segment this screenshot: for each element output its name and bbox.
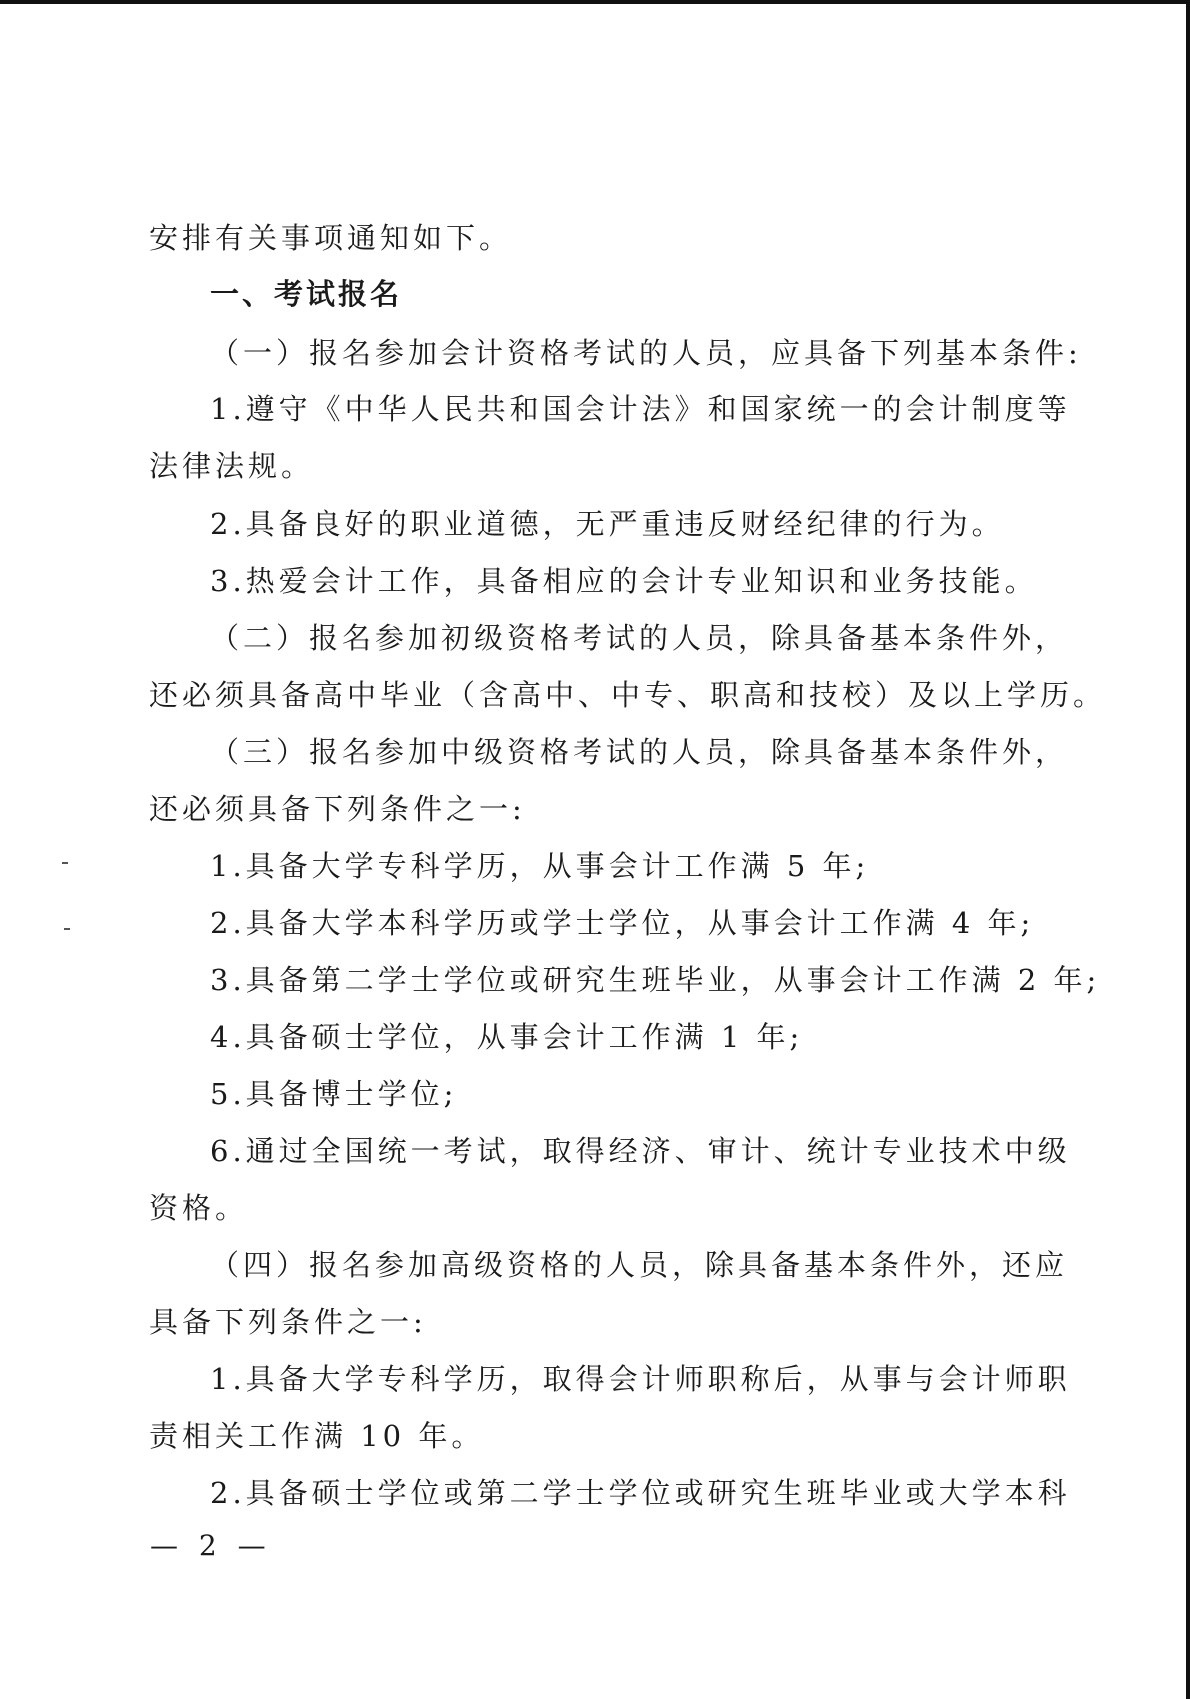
text-line: 还必须具备高中毕业（含高中、中专、职高和技校）及以上学历。: [149, 678, 1107, 712]
text-line: 3.具备第二学士学位或研究生班毕业，从事会计工作满 2 年;: [210, 963, 1101, 997]
scan-speck: [64, 928, 70, 930]
text-line: （三）报名参加中级资格考试的人员，除具备基本条件外，: [210, 735, 1069, 769]
page-number: — 2 —: [150, 1529, 272, 1562]
text-line: 1.具备大学专科学历，取得会计师职称后，从事与会计师职: [210, 1362, 1071, 1396]
text-line: 具备下列条件之一:: [149, 1305, 427, 1339]
text-line: 法律法规。: [149, 449, 315, 483]
text-line: 责相关工作满 10 年。: [149, 1419, 485, 1453]
text-line: 1.具备大学专科学历，从事会计工作满 5 年;: [210, 849, 870, 883]
text-line: 2.具备大学本科学历或学士学位，从事会计工作满 4 年;: [210, 906, 1035, 940]
text-line: 资格。: [149, 1191, 249, 1225]
text-line: （四）报名参加高级资格的人员，除具备基本条件外，还应: [210, 1248, 1069, 1282]
text-line: 4.具备硕士学位，从事会计工作满 1 年;: [210, 1020, 804, 1054]
text-line: 安排有关事项通知如下。: [149, 221, 513, 255]
text-line: 1.遵守《中华人民共和国会计法》和国家统一的会计制度等: [210, 392, 1071, 426]
text-line: 3.热爱会计工作，具备相应的会计专业知识和业务技能。: [210, 564, 1038, 598]
text-line: 2.具备硕士学位或第二学士学位或研究生班毕业或大学本科: [210, 1476, 1071, 1510]
scan-speck: [62, 862, 68, 864]
text-line: 还必须具备下列条件之一:: [149, 792, 526, 826]
text-line: 6.通过全国统一考试，取得经济、审计、统计专业技术中级: [210, 1134, 1071, 1168]
scan-border-right: [1186, 0, 1190, 1699]
text-line: 5.具备博士学位;: [210, 1077, 458, 1111]
scan-border-top: [0, 0, 1190, 4]
text-line: （一）报名参加会计资格考试的人员，应具备下列基本条件:: [210, 336, 1082, 370]
text-line: （二）报名参加初级资格考试的人员，除具备基本条件外，: [210, 621, 1069, 655]
section-heading: 一、考试报名: [210, 277, 403, 311]
text-line: 2.具备良好的职业道德，无严重违反财经纪律的行为。: [210, 507, 1005, 541]
